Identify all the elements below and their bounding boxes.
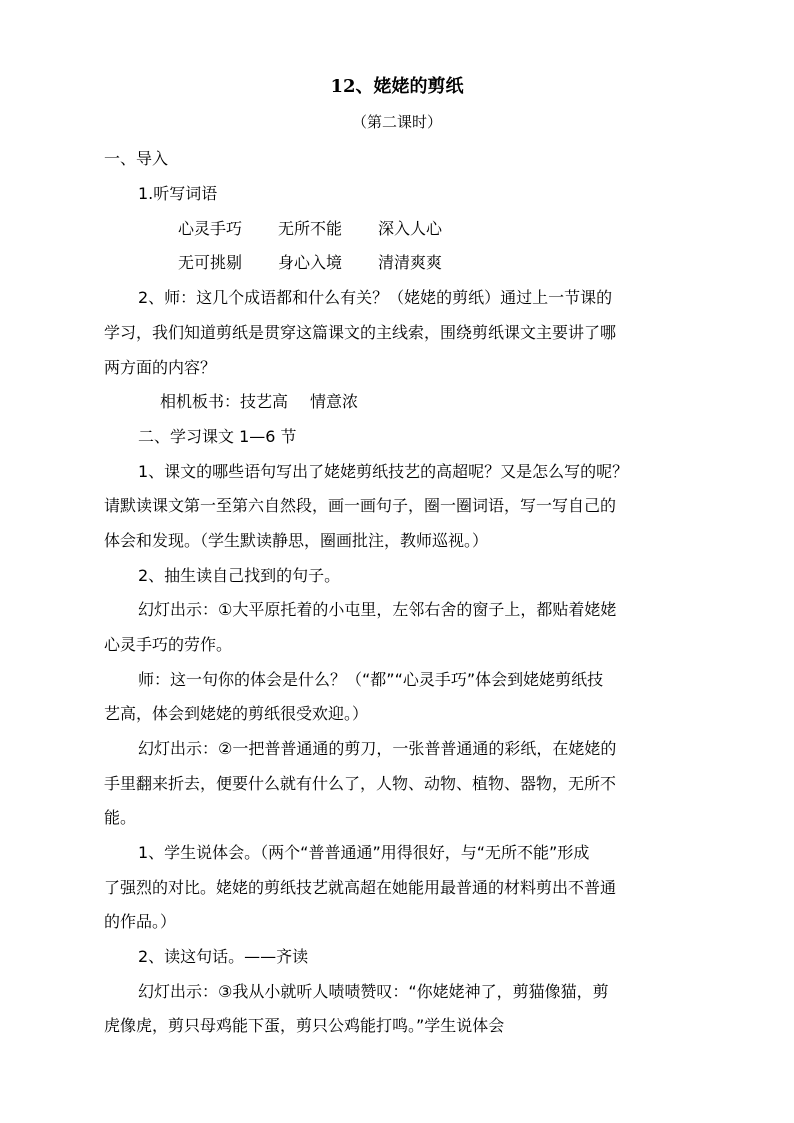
vocab-word: 无可挑剔 — [178, 253, 243, 272]
document-subtitle: （第二课时） — [351, 113, 442, 131]
slide-quote: 能。 — [104, 808, 137, 827]
paragraph-line: 2、师：这几个成语都和什么有关？（姥姥的剪纸）通过上一节课的 — [138, 288, 613, 307]
board-value: 情意浓 — [310, 392, 359, 411]
paragraph-line: 2、抽生读自己找到的句子。 — [138, 566, 341, 585]
paragraph-line: 两方面的内容？ — [104, 358, 217, 377]
vocab-word: 深入人心 — [378, 219, 443, 238]
vocab-word: 心灵手巧 — [178, 219, 243, 238]
slide-quote: 幻灯出示：①大平原托着的小屯里，左邻右舍的窗子上，都贴着姥姥 — [138, 600, 617, 619]
vocab-word: 清清爽爽 — [378, 253, 443, 272]
paragraph-line: 学习，我们知道剪纸是贯穿这篇课文的主线索，围绕剪纸课文主要讲了哪 — [104, 323, 617, 342]
section-heading-study: 二、学习课文 1—6 节 — [138, 427, 297, 446]
board-label: 相机板书：技艺高 — [160, 392, 289, 411]
paragraph-line: 体会和发现。（学生默读静思，圈画批注，教师巡视。） — [104, 531, 489, 550]
paragraph-line: 了强烈的对比。姥姥的剪纸技艺就高超在她能用最普通的材料剪出不普通 — [104, 878, 617, 897]
slide-quote: 心灵手巧的劳作。 — [104, 635, 233, 654]
slide-quote: 幻灯出示：②一把普普通通的剪刀，一张普普通通的彩纸，在姥姥的 — [138, 739, 617, 758]
paragraph-line: 1、学生说体会。（两个“普普通通”用得很好，与“无所不能”形成 — [138, 843, 590, 862]
slide-quote: 幻灯出示：③我从小就听人啧啧赞叹：“你姥姥神了，剪猫像猫，剪 — [138, 982, 609, 1001]
vocab-word: 身心入境 — [278, 253, 343, 272]
vocab-row-1 — [178, 217, 778, 241]
paragraph-line: 师：这一句你的体会是什么？（“都”“心灵手巧”体会到姥姥剪纸技 — [138, 670, 604, 689]
paragraph-line: 艺高，体会到姥姥的剪纸很受欢迎。） — [104, 704, 369, 723]
document-title: 12、姥姥的剪纸 — [330, 76, 464, 97]
paragraph-line: 2、读这句话。——齐读 — [138, 947, 309, 966]
vocab-word: 无所不能 — [278, 219, 343, 238]
paragraph-line: 请默读课文第一至第六自然段，画一画句子，圈一圈词语，写一写自己的 — [104, 496, 617, 515]
slide-quote: 虎像虎，剪只母鸡能下蛋，剪只公鸡能打鸣。”学生说体会 — [104, 1016, 505, 1035]
vocab-row-2 — [178, 251, 778, 275]
section-heading-intro: 一、导入 — [104, 149, 169, 168]
item-dictation: 1.听写词语 — [138, 184, 218, 203]
board-note — [160, 390, 760, 414]
slide-quote: 手里翻来折去，便要什么就有什么了，人物、动物、植物、器物，无所不 — [104, 774, 617, 793]
paragraph-line: 1、课文的哪些语句写出了姥姥剪纸技艺的高超呢？又是怎么写的呢？ — [138, 462, 629, 481]
paragraph-line: 的作品。） — [104, 912, 177, 931]
